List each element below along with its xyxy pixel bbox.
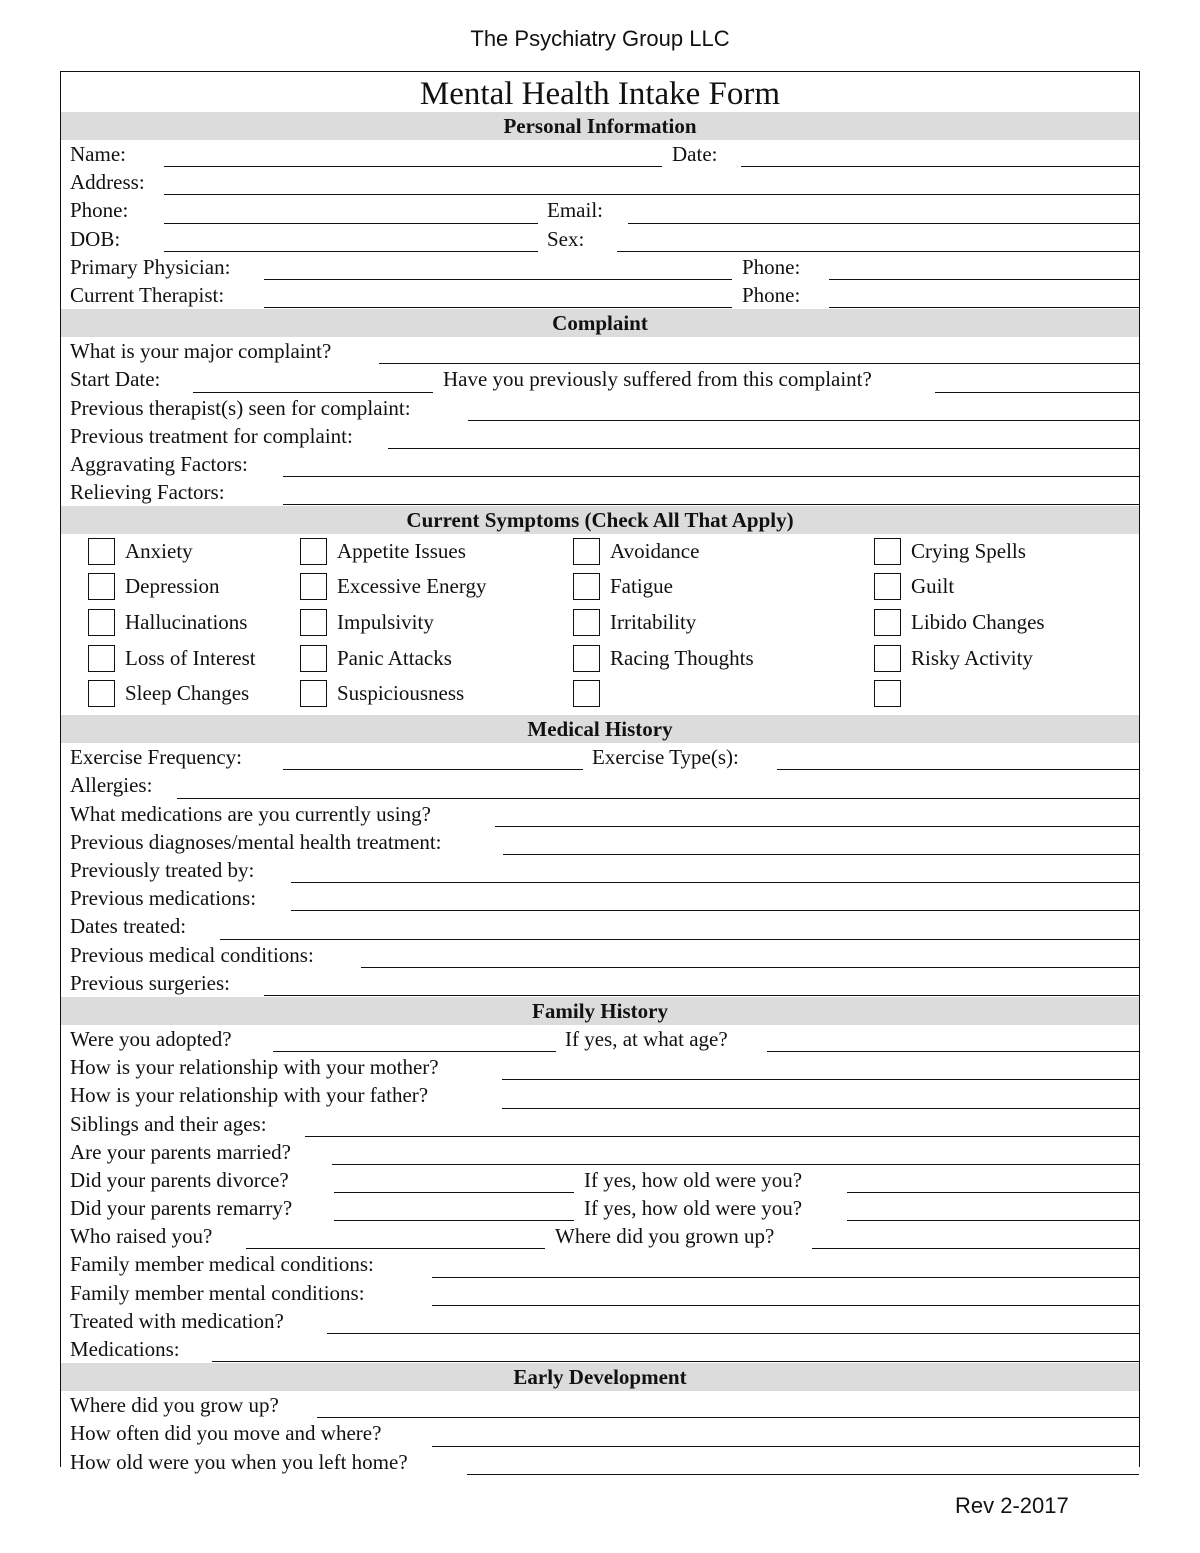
row-left-home <box>61 1448 1139 1476</box>
current-therapist-label: Current Therapist: <box>70 282 225 307</box>
primary-physician-field[interactable] <box>264 279 732 280</box>
checkbox-box[interactable] <box>874 609 901 636</box>
checkbox-box[interactable] <box>300 573 327 600</box>
name-label: Name: <box>70 142 126 166</box>
row-grow-up <box>61 1391 1139 1419</box>
treated-medication-label: Treated with medication? <box>70 1308 284 1333</box>
current-therapist-field[interactable] <box>264 307 732 308</box>
email-field[interactable] <box>628 223 1139 224</box>
left-home-label: How old were you when you left home? <box>70 1449 408 1474</box>
checkbox-box[interactable] <box>874 645 901 672</box>
row-phone-email <box>61 196 1139 224</box>
medical-conditions-field[interactable] <box>361 967 1139 968</box>
email-label: Email: <box>547 198 603 223</box>
row-parents-remarry <box>61 1194 1139 1222</box>
grow-up-label: Where did you grow up? <box>70 1393 279 1418</box>
symptom-label: Excessive Energy <box>337 574 487 599</box>
physician-phone-field[interactable] <box>829 279 1139 280</box>
row-parents-married <box>61 1138 1139 1166</box>
section-current-symptoms: Current Symptoms (Check All That Apply) <box>61 506 1139 534</box>
checkbox-box[interactable] <box>88 573 115 600</box>
symptom-label: Appetite Issues <box>337 539 466 564</box>
row-relieving-factors <box>61 478 1139 506</box>
father-relationship-label: How is your relationship with your father? <box>70 1083 429 1108</box>
previous-diagnoses-field[interactable] <box>503 854 1139 855</box>
row-previous-treatment <box>61 422 1139 450</box>
dates-treated-field[interactable] <box>220 939 1139 940</box>
address-field[interactable] <box>164 194 1139 195</box>
row-adopted <box>61 1025 1139 1053</box>
move-label: How often did you move and where? <box>70 1421 382 1446</box>
checkbox-box[interactable] <box>88 645 115 672</box>
previously-suffered-label: Have you previously suffered from this complaint? <box>443 367 872 392</box>
exercise-types-label: Exercise Type(s): <box>592 745 739 770</box>
row-family-medications <box>61 1335 1139 1363</box>
section-medical-history: Medical History <box>61 715 1139 743</box>
row-address <box>61 168 1139 196</box>
raised-by-field[interactable] <box>246 1248 545 1249</box>
grown-up-label: Where did you grown up? <box>555 1224 775 1249</box>
row-current-medications <box>61 800 1139 828</box>
symptom-label: Fatigue <box>610 574 673 599</box>
treated-by-label: Previously treated by: <box>70 858 255 882</box>
parents-remarry-field[interactable] <box>334 1220 574 1221</box>
parents-remarry-label: Did your parents remarry? <box>70 1196 293 1221</box>
checkbox-box[interactable] <box>573 538 600 565</box>
symptom-label: Racing Thoughts <box>610 646 754 671</box>
family-medical-conditions-field[interactable] <box>432 1277 1139 1278</box>
family-medical-conditions-label: Family member medical conditions: <box>70 1252 374 1277</box>
previous-medications-label: Previous medications: <box>70 886 257 911</box>
checkbox-box[interactable] <box>300 609 327 636</box>
previously-suffered-field[interactable] <box>935 392 1139 393</box>
grow-up-field[interactable] <box>317 1417 1139 1418</box>
row-treated-by <box>61 856 1139 884</box>
checkbox-box[interactable] <box>874 680 901 707</box>
row-raised-by <box>61 1222 1139 1250</box>
parents-divorce-field[interactable] <box>334 1192 574 1193</box>
therapist-phone-field[interactable] <box>829 307 1139 308</box>
checkbox-box[interactable] <box>874 538 901 565</box>
start-date-label: Start Date: <box>70 367 161 392</box>
row-dob-sex <box>61 225 1139 253</box>
checkbox-box[interactable] <box>573 609 600 636</box>
dates-treated-label: Dates treated: <box>70 914 187 939</box>
major-complaint-label: What is your major complaint? <box>70 339 332 364</box>
grown-up-field[interactable] <box>812 1248 1139 1249</box>
row-medical-conditions <box>61 941 1139 969</box>
current-medications-label: What medications are you currently using? <box>70 801 431 826</box>
phone-field[interactable] <box>164 223 538 224</box>
physician-phone-label: Phone: <box>742 254 801 279</box>
section-personal-information: Personal Information <box>61 112 1139 140</box>
row-previous-medications <box>61 884 1139 912</box>
section-complaint: Complaint <box>61 309 1139 337</box>
symptom-label: Avoidance <box>610 539 700 564</box>
checkbox-box[interactable] <box>573 645 600 672</box>
adopted-age-label: If yes, at what age? <box>565 1026 728 1051</box>
revision-label: Rev 2-2017 <box>955 1493 1069 1518</box>
parents-married-label: Are your parents married? <box>70 1139 291 1164</box>
symptom-label: Risky Activity <box>911 646 1033 671</box>
row-name-date <box>61 140 1139 168</box>
mother-relationship-label: How is your relationship with your mother? <box>70 1055 439 1080</box>
row-major-complaint <box>61 337 1139 365</box>
exercise-frequency-label: Exercise Frequency: <box>70 745 243 770</box>
left-home-field[interactable] <box>467 1474 1139 1475</box>
previous-diagnoses-label: Previous diagnoses/mental health treatment: <box>70 829 442 854</box>
primary-physician-label: Primary Physician: <box>70 254 231 279</box>
parents-divorce-label: Did your parents divorce? <box>70 1167 289 1192</box>
aggravating-factors-label: Aggravating Factors: <box>70 451 248 476</box>
row-parents-divorce <box>61 1166 1139 1194</box>
date-field[interactable] <box>741 166 1139 167</box>
allergies-field[interactable] <box>177 798 1139 799</box>
row-father <box>61 1081 1139 1109</box>
row-allergies <box>61 771 1139 799</box>
remarry-age-label: If yes, how old were you? <box>584 1196 803 1221</box>
previous-treatment-field[interactable] <box>388 448 1139 449</box>
medical-conditions-label: Previous medical conditions: <box>70 942 314 967</box>
previous-therapists-label: Previous therapist(s) seen for complaint: <box>70 395 411 420</box>
aggravating-factors-field[interactable] <box>283 476 1139 477</box>
symptom-label: Crying Spells <box>911 539 1026 564</box>
therapist-phone-label: Phone: <box>742 282 801 307</box>
move-field[interactable] <box>432 1446 1139 1447</box>
family-mental-conditions-field[interactable] <box>432 1305 1139 1306</box>
checkbox-box[interactable] <box>874 573 901 600</box>
start-date-field[interactable] <box>193 392 433 393</box>
symptom-label: Libido Changes <box>911 610 1045 635</box>
raised-by-label: Who raised you? <box>70 1224 213 1249</box>
divorce-age-field[interactable] <box>847 1192 1139 1193</box>
adopted-label: Were you adopted? <box>70 1026 232 1051</box>
treated-medication-field[interactable] <box>327 1333 1139 1334</box>
symptom-label: Hallucinations <box>125 610 248 635</box>
remarry-age-field[interactable] <box>847 1220 1139 1221</box>
checkbox-box[interactable] <box>88 609 115 636</box>
treated-by-field[interactable] <box>291 882 1139 883</box>
dob-field[interactable] <box>164 251 538 252</box>
checkbox-box[interactable] <box>88 680 115 707</box>
symptom-label: Loss of Interest <box>125 646 256 671</box>
checkbox-box[interactable] <box>300 680 327 707</box>
symptom-label: Depression <box>125 574 220 599</box>
symptom-label: Anxiety <box>125 539 193 564</box>
divorce-age-label: If yes, how old were you? <box>584 1167 803 1192</box>
symptom-label: Panic Attacks <box>337 646 452 671</box>
parents-married-field[interactable] <box>332 1164 1139 1165</box>
organization-name: The Psychiatry Group LLC <box>470 26 730 51</box>
family-medications-label: Medications: <box>70 1337 180 1361</box>
row-surgeries <box>61 969 1139 997</box>
row-previous-diagnoses <box>61 828 1139 856</box>
sex-field[interactable] <box>617 251 1139 252</box>
date-label: Date: <box>672 142 718 166</box>
siblings-label: Siblings and their ages: <box>70 1111 267 1136</box>
row-move <box>61 1419 1139 1447</box>
allergies-label: Allergies: <box>70 773 153 798</box>
row-dates-treated <box>61 912 1139 940</box>
section-family-history: Family History <box>61 997 1139 1025</box>
name-field[interactable] <box>164 166 662 167</box>
row-family-medical <box>61 1250 1139 1278</box>
row-treated-medication <box>61 1307 1139 1335</box>
form-title: Mental Health Intake Form <box>419 76 781 112</box>
previous-treatment-label: Previous treatment for complaint: <box>70 423 353 448</box>
intake-form <box>60 71 1140 1474</box>
row-aggravating-factors <box>61 450 1139 478</box>
exercise-types-field[interactable] <box>777 769 1139 770</box>
major-complaint-field[interactable] <box>379 363 1139 364</box>
relieving-factors-field[interactable] <box>283 504 1139 505</box>
symptom-label: Impulsivity <box>337 610 434 635</box>
phone-label: Phone: <box>70 198 129 223</box>
adopted-field[interactable] <box>273 1051 556 1052</box>
symptom-label: Suspiciousness <box>337 681 465 706</box>
row-siblings <box>61 1110 1139 1138</box>
symptom-label: Irritability <box>610 610 697 635</box>
family-mental-conditions-label: Family member mental conditions: <box>70 1280 365 1305</box>
checkbox-box[interactable] <box>573 680 600 707</box>
surgeries-field[interactable] <box>264 995 1139 996</box>
symptoms-grid <box>61 534 1139 715</box>
row-exercise <box>61 743 1139 771</box>
symptom-label: Guilt <box>911 574 955 599</box>
dob-label: DOB: <box>70 226 121 251</box>
previous-therapists-field[interactable] <box>468 420 1139 421</box>
mother-relationship-field[interactable] <box>502 1079 1139 1080</box>
previous-medications-field[interactable] <box>291 910 1139 911</box>
row-current-therapist <box>61 281 1139 309</box>
siblings-field[interactable] <box>305 1136 1139 1137</box>
father-relationship-field[interactable] <box>502 1108 1139 1109</box>
family-medications-field[interactable] <box>212 1361 1139 1362</box>
row-primary-physician <box>61 253 1139 281</box>
checkbox-box[interactable] <box>300 645 327 672</box>
surgeries-label: Previous surgeries: <box>70 970 231 995</box>
exercise-frequency-field[interactable] <box>283 769 583 770</box>
row-start-date <box>61 365 1139 393</box>
checkbox-box[interactable] <box>88 538 115 565</box>
checkbox-box[interactable] <box>300 538 327 565</box>
relieving-factors-label: Relieving Factors: <box>70 480 225 505</box>
address-label: Address: <box>70 170 145 195</box>
checkbox-box[interactable] <box>573 573 600 600</box>
symptom-label: Sleep Changes <box>125 681 250 706</box>
section-early-development: Early Development <box>61 1363 1139 1391</box>
sex-label: Sex: <box>547 226 585 251</box>
row-previous-therapists <box>61 394 1139 422</box>
current-medications-field[interactable] <box>495 826 1139 827</box>
adopted-age-field[interactable] <box>767 1051 1139 1052</box>
row-mother <box>61 1053 1139 1081</box>
row-family-mental <box>61 1279 1139 1307</box>
